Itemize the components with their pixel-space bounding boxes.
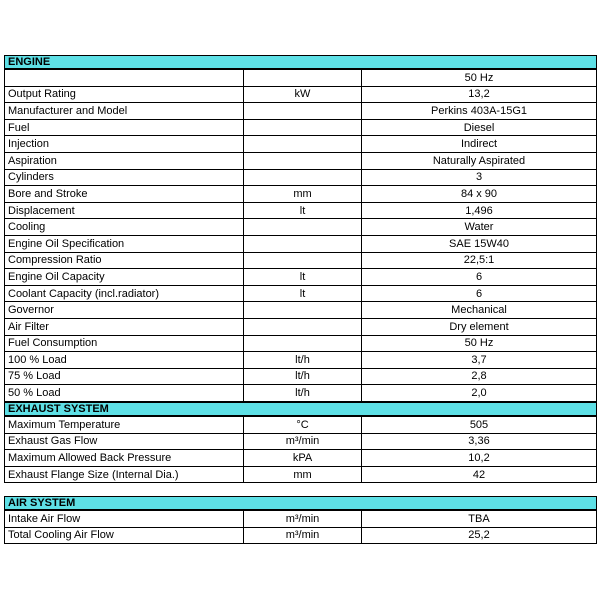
row-label: Displacement: [5, 202, 244, 219]
row-unit: [244, 302, 362, 319]
engine-section: [4, 55, 597, 402]
row-unit: °C: [244, 417, 362, 434]
section-title: AIR SYSTEM: [4, 496, 597, 510]
row-label: Maximum Temperature: [5, 417, 244, 434]
row-unit: lt: [244, 269, 362, 286]
row-unit: [244, 335, 362, 352]
row-unit: [244, 252, 362, 269]
row-label: Cooling: [5, 219, 244, 236]
row-value: Water: [362, 219, 597, 236]
row-unit: m³/min: [244, 433, 362, 450]
row-value: 22,5:1: [362, 252, 597, 269]
row-value: 25,2: [362, 527, 597, 544]
table-row: [5, 70, 597, 87]
row-value: 3,36: [362, 433, 597, 450]
row-value: Dry element: [362, 318, 597, 335]
row-value: 13,2: [362, 86, 597, 103]
row-unit: [244, 103, 362, 120]
row-unit: lt/h: [244, 385, 362, 402]
row-label: Total Cooling Air Flow: [5, 527, 244, 544]
row-value: 3: [362, 169, 597, 186]
row-value: Indirect: [362, 136, 597, 153]
exhaust-section: [4, 402, 597, 483]
table-row: [5, 186, 597, 203]
row-label: Compression Ratio: [5, 252, 244, 269]
table-row: [5, 119, 597, 136]
row-value: 6: [362, 285, 597, 302]
section-title: EXHAUST SYSTEM: [4, 402, 597, 416]
table-row: [5, 152, 597, 169]
row-value: 42: [362, 466, 597, 483]
row-value: 505: [362, 417, 597, 434]
table-row: [5, 466, 597, 483]
row-value: Mechanical: [362, 302, 597, 319]
table-row: [5, 335, 597, 352]
row-label: [5, 70, 244, 87]
row-label: Coolant Capacity (incl.radiator): [5, 285, 244, 302]
table-row: [5, 103, 597, 120]
row-value: 2,0: [362, 385, 597, 402]
table-row: [5, 86, 597, 103]
row-label: 75 % Load: [5, 368, 244, 385]
row-label: 100 % Load: [5, 352, 244, 369]
row-label: Aspiration: [5, 152, 244, 169]
row-value: 2,8: [362, 368, 597, 385]
row-unit: mm: [244, 186, 362, 203]
row-value: Diesel: [362, 119, 597, 136]
row-unit: [244, 219, 362, 236]
section-title: ENGINE: [4, 55, 597, 69]
row-value: 3,7: [362, 352, 597, 369]
row-unit: lt: [244, 202, 362, 219]
table-row: [5, 136, 597, 153]
row-unit: [244, 318, 362, 335]
table-row: [5, 352, 597, 369]
table-row: [5, 417, 597, 434]
row-value: Naturally Aspirated: [362, 152, 597, 169]
row-value: SAE 15W40: [362, 235, 597, 252]
row-unit: [244, 136, 362, 153]
row-label: Engine Oil Specification: [5, 235, 244, 252]
row-label: Cylinders: [5, 169, 244, 186]
row-label: Maximum Allowed Back Pressure: [5, 450, 244, 467]
table-row: [5, 385, 597, 402]
row-unit: [244, 235, 362, 252]
row-label: Manufacturer and Model: [5, 103, 244, 120]
air-section: [4, 496, 597, 544]
engine-table: [4, 69, 597, 402]
row-label: Fuel Consumption: [5, 335, 244, 352]
table-row: [5, 219, 597, 236]
row-unit: [244, 152, 362, 169]
row-label: Intake Air Flow: [5, 511, 244, 528]
row-unit: [244, 119, 362, 136]
table-row: [5, 368, 597, 385]
exhaust-table: [4, 416, 597, 483]
row-value: 84 x 90: [362, 186, 597, 203]
row-value: 50 Hz: [362, 70, 597, 87]
table-row: [5, 318, 597, 335]
row-unit: lt: [244, 285, 362, 302]
table-row: [5, 527, 597, 544]
row-label: Exhaust Gas Flow: [5, 433, 244, 450]
table-row: [5, 302, 597, 319]
row-value: Perkins 403A-15G1: [362, 103, 597, 120]
table-row: [5, 252, 597, 269]
table-row: [5, 433, 597, 450]
row-value: 6: [362, 269, 597, 286]
row-value: 50 Hz: [362, 335, 597, 352]
table-row: [5, 169, 597, 186]
row-label: Injection: [5, 136, 244, 153]
row-unit: m³/min: [244, 511, 362, 528]
table-row: [5, 235, 597, 252]
row-unit: lt/h: [244, 352, 362, 369]
table-row: [5, 202, 597, 219]
row-value: 1,496: [362, 202, 597, 219]
row-unit: lt/h: [244, 368, 362, 385]
row-value: 10,2: [362, 450, 597, 467]
row-unit: [244, 70, 362, 87]
row-label: Air Filter: [5, 318, 244, 335]
row-label: Bore and Stroke: [5, 186, 244, 203]
air-table: [4, 510, 597, 544]
table-row: [5, 285, 597, 302]
row-label: Output Rating: [5, 86, 244, 103]
row-unit: kW: [244, 86, 362, 103]
table-row: [5, 450, 597, 467]
row-label: Exhaust Flange Size (Internal Dia.): [5, 466, 244, 483]
row-value: TBA: [362, 511, 597, 528]
row-unit: [244, 169, 362, 186]
row-unit: m³/min: [244, 527, 362, 544]
row-label: 50 % Load: [5, 385, 244, 402]
table-row: [5, 511, 597, 528]
row-label: Governor: [5, 302, 244, 319]
row-unit: kPA: [244, 450, 362, 467]
table-row: [5, 269, 597, 286]
row-label: Fuel: [5, 119, 244, 136]
row-label: Engine Oil Capacity: [5, 269, 244, 286]
row-unit: mm: [244, 466, 362, 483]
